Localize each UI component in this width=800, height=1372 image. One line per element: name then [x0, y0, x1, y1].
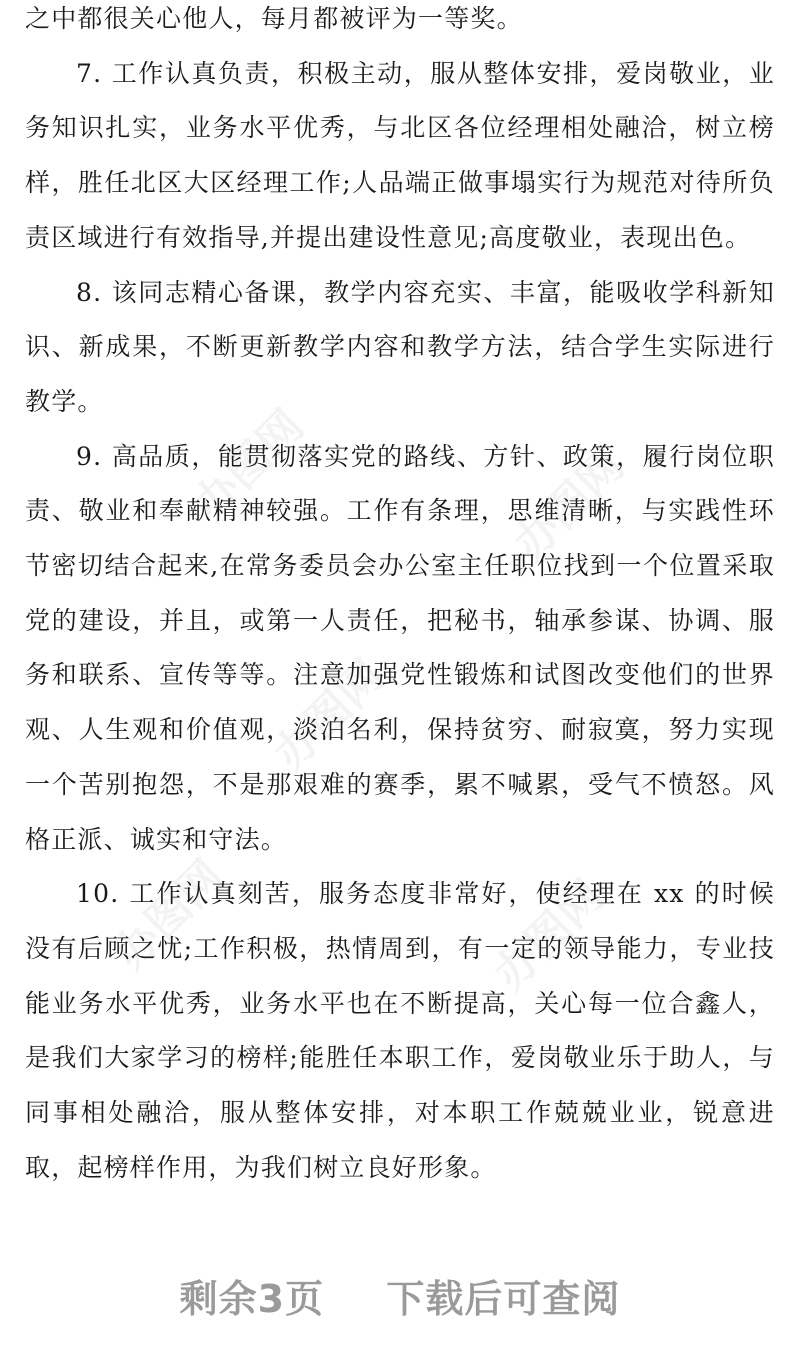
watermark: 办图网 — [104, 850, 234, 980]
paragraph-6-tail: 之中都很关心他人，每月都被评为一等奖。 — [25, 4, 523, 33]
remaining-pages-label[interactable]: 剩余3页 — [179, 1277, 325, 1321]
paragraph-10: 10. 工作认真刻苦，服务态度非常好，使经理在 xx 的时候没有后顾之忧;工作积极，热情周到，有一定的领导能力，专业技能业务水平优秀，业务水平也在不断提高，关心每一位合鑫人，是我们大家学习的榜样;能胜任本职工作，爱岗敬业乐于助人，与同事相处融洽，服从整体安排，对本职工作兢兢业业，锐意进取，起榜样作用，为我们树立良好形象。 — [25, 879, 775, 1182]
paragraph-7: 7. 工作认真负责，积极主动，服从整体安排，爱岗敬业，业务知识扎实，业务水平优秀，与北区各位经理相处融洽，树立榜样，胜任北区大区经理工作;人品端正做事塌实行为规范对待所负责区域进行有效指导,并提出建设性意见;高度敬业，表现出色。 — [25, 58, 775, 252]
paragraph-8: 8. 该同志精心备课，教学内容充实、丰富，能吸收学科新知识、新成果，不断更新教学内容和教学方法，结合学生实际进行教学。 — [25, 277, 775, 416]
download-prompt[interactable] — [0, 1268, 800, 1323]
watermark: 办图网 — [264, 650, 394, 780]
document-body — [25, 0, 775, 1195]
paragraph-9: 9. 高品质，能贯彻落实党的路线、方针、政策，履行岗位职责、敬业和奉献精神较强。工作有条理，思维清晰，与实践性环节密切结合起来,在常务委员会办公室主任职位找到一个位置采取党的建设，并且，或第一人责任，把秘书，轴承参谋、协调、服务和联系、宣传等等。注意加强党性锻炼和试图改变他们的世界观、人生观和价值观，淡泊名利，保持贫穷、耐寂寞，努力实现一个苦别抱怨，不是那艰难的赛季，累不喊累，受气不愤怒。风格正派、诚实和守法。 — [25, 441, 775, 854]
watermark: 办图网 — [504, 440, 634, 570]
watermark: 办图网 — [184, 400, 314, 530]
watermark: 办图网 — [484, 870, 614, 1000]
download-hint-label[interactable]: 下载后可查阅 — [386, 1277, 621, 1321]
